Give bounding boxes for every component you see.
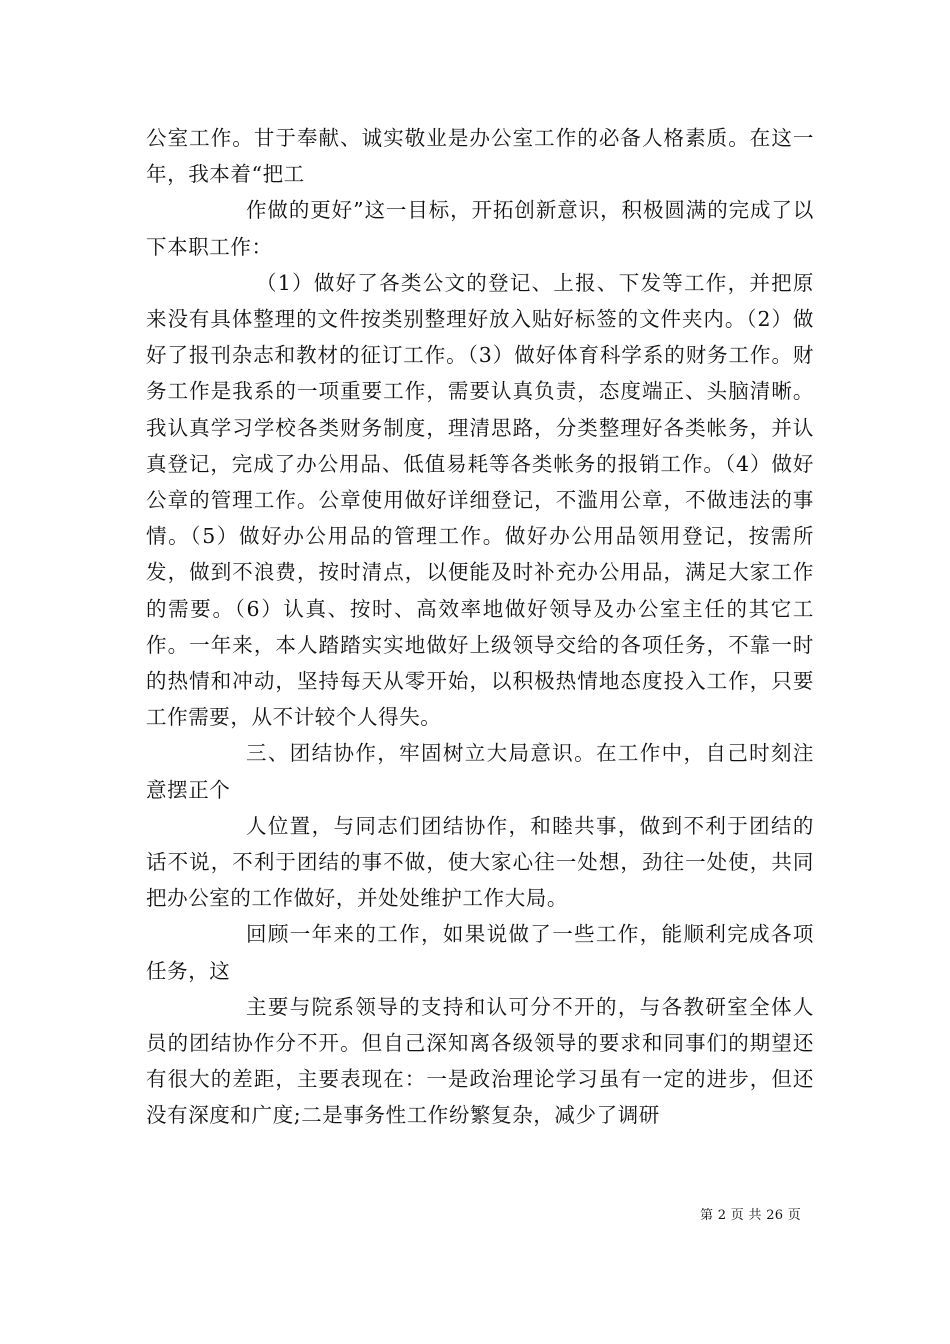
paragraph-1: 公室工作。甘于奉献、诚实敬业是办公室工作的必备人格素质。在这一年，我本着“把工 [146, 126, 814, 187]
document-body [146, 120, 814, 1134]
page-number-footer: 第 2 页 共 26 页 [700, 1208, 802, 1223]
paragraph-5: 人位置，与同志们团结协作，和睦共事，做到不利于团结的话不说，不利于团结的事不做，使大家心往一处想，劲往一处使，共同把办公室的工作做好，并处处维护工作大局。 [146, 813, 814, 911]
paragraph-4: 三、团结协作，牢固树立大局意识。在工作中，自己时刻注意摆正个 [146, 741, 814, 802]
paragraph-2: 作做的更好”这一目标，开拓创新意识，积极圆满的完成了以下本职工作： [146, 198, 814, 259]
paragraph-6: 回顾一年来的工作，如果说做了一些工作，能顺利完成各项任务，这 [146, 922, 814, 983]
paragraph-7: 主要与院系领导的支持和认可分不开的，与各教研室全体人员的团结协作分不开。但自己深知离各级领导的要求和同事们的期望还有很大的差距，主要表现在：一是政治理论学习虽有一定的进步，但还没有深度和广度;二是事务性工作纷繁复杂，减少了调研 [146, 994, 814, 1128]
paragraph-3: （1）做好了各类公文的登记、上报、下发等工作，并把原来没有具体整理的文件按类别整理好放入贴好标签的文件夹内。（2）做好了报刊杂志和教材的征订工作。（3）做好体育科学系的财务工作。财务工作是我系的一项重要工作，需要认真负责，态度端正、头脑清晰。我认真学习学校各类财务制度，理清思路，分类整理好各类帐务，并认真登记，完成了办公用品、低值易耗等各类帐务的报销工作。（4）做好公章的管理工作。公章使用做好详细登记，不滥用公章，不做违法的事情。（5）做好办公用品的管理工作。做好办公用品领用登记，按需所发，做到不浪费，按时清点，以便能及时补充办公用品，满足大家工作的需要。（6）认真、按时、高效率地做好领导及办公室主任的其它工作。一年来，本人踏踏实实地做好上级领导交给的各项任务，不靠一时的热情和冲动，坚持每天从零开始，以积极热情地态度投入工作，只要工作需要，从不计较个人得失。 [146, 270, 814, 730]
